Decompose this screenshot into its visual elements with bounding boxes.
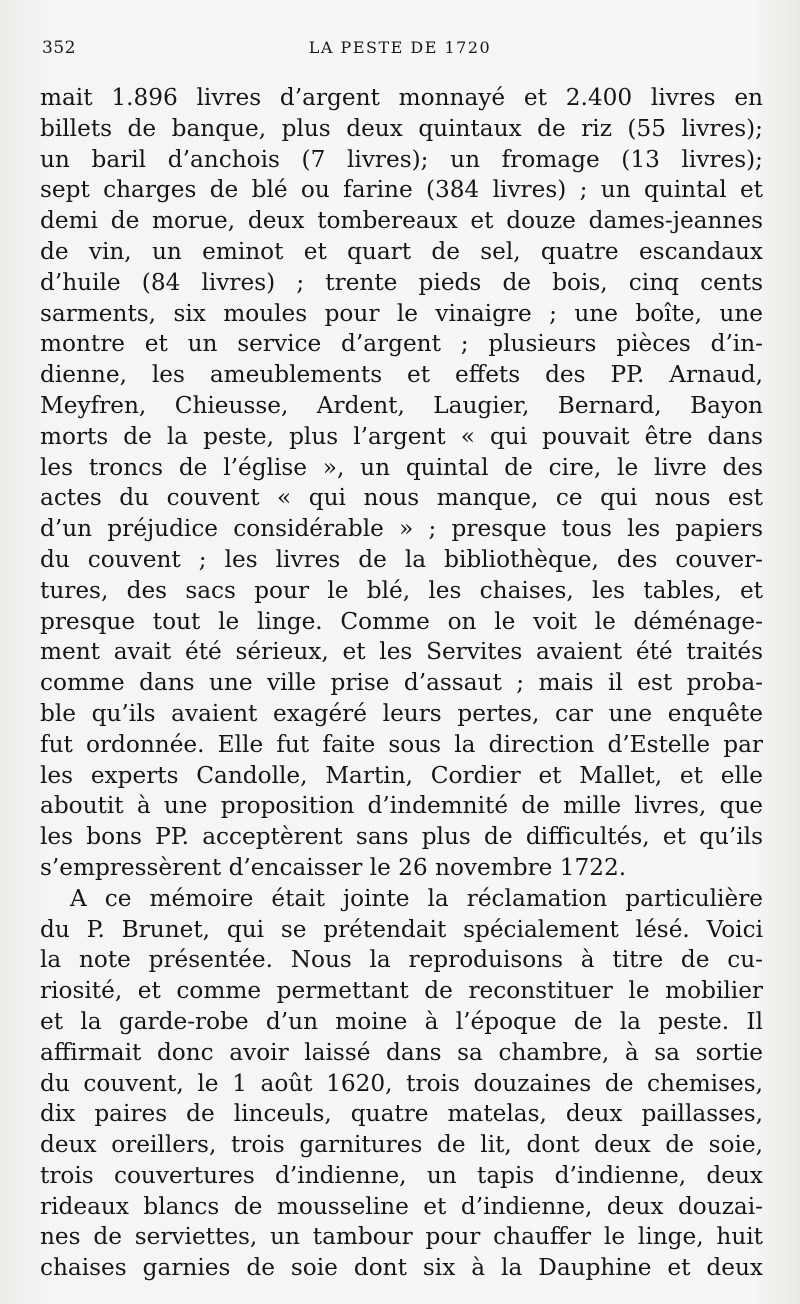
body-text: [40, 83, 763, 1284]
text-line: les experts Candolle, Martin, Cordier et Mallet, et elle: [40, 761, 763, 789]
text-line: fut ordonnée. Elle fut faite sous la direction d’Estelle par: [40, 730, 763, 758]
text-line: tures, des sacs pour le blé, les chaises, les tables, et: [40, 576, 763, 604]
text-line: dix paires de linceuls, quatre matelas, deux paillasses,: [40, 1100, 763, 1128]
text-line: s’empressèrent d’encaisser le 26 novembre 1722.: [40, 853, 627, 881]
text-line: ble qu’ils avaient exagéré leurs pertes, car une enquête: [40, 699, 763, 727]
paragraph-2: [40, 884, 763, 1284]
text-line: deux oreillers, trois garnitures de lit, dont deux de soie,: [40, 1131, 763, 1159]
text-line: la note présentée. Nous la reproduisons à titre de cu-: [40, 946, 763, 974]
text-line: dienne, les ameublements et effets des PP. Arnaud,: [40, 361, 763, 389]
text-line: riosité, et comme permettant de reconstituer le mobilier: [40, 977, 763, 1005]
text-line: un baril d’anchois (7 livres); un fromage (13 livres);: [40, 145, 763, 173]
page-number: 352: [42, 38, 76, 58]
running-title: LA PESTE DE 1720: [308, 38, 492, 57]
text-line: A ce mémoire était jointe la réclamation particulière: [70, 884, 763, 912]
text-line: aboutit à une proposition d’indemnité de mille livres, que: [40, 792, 763, 820]
text-line: trois couvertures d’indienne, un tapis d’indienne, deux: [40, 1161, 763, 1189]
text-line: presque tout le linge. Comme on le voit le déménage-: [40, 607, 763, 635]
text-line: les bons PP. acceptèrent sans plus de difficultés, et qu’ils: [40, 823, 763, 851]
paragraph-1: [40, 83, 763, 884]
text-line: Meyfren, Chieusse, Ardent, Laugier, Bernard, Bayon: [40, 391, 763, 419]
text-line: demi de morue, deux tombereaux et douze dames-jeannes: [40, 207, 763, 235]
text-line: du P. Brunet, qui se prétendait spécialement lésé. Voici: [40, 915, 763, 943]
page-header: [40, 38, 760, 62]
text-line: montre et un service d’argent ; plusieurs pièces d’in-: [40, 330, 763, 358]
text-line: sarments, six moules pour le vinaigre ; une boîte, une: [40, 299, 763, 327]
text-line: d’un préjudice considérable » ; presque tous les papiers: [40, 515, 763, 543]
text-line: d’huile (84 livres) ; trente pieds de bois, cinq cents: [40, 268, 763, 296]
text-line: billets de banque, plus deux quintaux de riz (55 livres);: [40, 114, 763, 142]
text-line: rideaux blancs de mousseline et d’indienne, deux douzai-: [40, 1192, 763, 1220]
text-line: morts de la peste, plus l’argent « qui pouvait être dans: [40, 422, 763, 450]
text-line: du couvent ; les livres de la bibliothèque, des couver-: [40, 545, 763, 573]
text-line: nes de serviettes, un tambour pour chauffer le linge, huit: [40, 1223, 763, 1251]
text-line: de vin, un eminot et quart de sel, quatre escandaux: [40, 237, 763, 265]
text-line: ment avait été sérieux, et les Servites avaient été traités: [40, 638, 763, 666]
text-line: actes du couvent « qui nous manque, ce qui nous est: [40, 484, 763, 512]
text-line: et la garde-robe d’un moine à l’époque de la peste. Il: [40, 1007, 763, 1035]
text-line: affirmait donc avoir laissé dans sa chambre, à sa sortie: [40, 1038, 763, 1066]
text-line: les troncs de l’église », un quintal de cire, le livre des: [40, 453, 763, 481]
text-line: du couvent, le 1 août 1620, trois douzaines de chemises,: [40, 1069, 763, 1097]
text-line: sept charges de blé ou farine (384 livres) ; un quintal et: [40, 176, 763, 204]
text-line: mait 1.896 livres d’argent monnayé et 2.400 livres en: [40, 84, 763, 111]
text-line: comme dans une ville prise d’assaut ; mais il est proba-: [40, 669, 763, 697]
text-line: chaises garnies de soie dont six à la Dauphine et deux: [40, 1254, 763, 1282]
